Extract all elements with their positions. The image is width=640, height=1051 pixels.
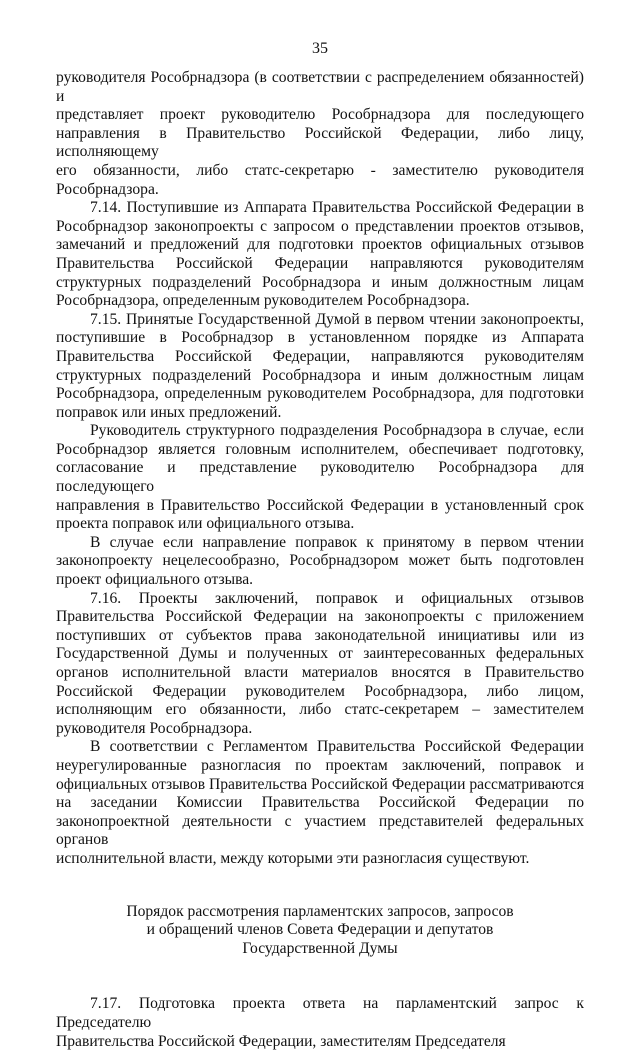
text-line: замечаний и предложений для подготовки проектов официальных отзывов — [56, 236, 584, 255]
text-line: структурных подразделений Рособрнадзора и иным должностным лицам — [56, 367, 584, 386]
text-line: Правительства Российской Федерации, заместителям Председателя — [56, 1033, 584, 1051]
text-line: 7.17. Подготовка проекта ответа на парламентский запрос к Председателю — [56, 995, 584, 1032]
paragraph — [56, 738, 584, 868]
paragraph — [56, 590, 584, 739]
text-line: Рособрнадзора, определенным руководителем Рособрнадзора, для подготовки — [56, 385, 584, 404]
paragraph — [56, 534, 584, 590]
heading-line: Государственной Думы — [86, 940, 554, 959]
text-line: исполнительной власти, между которыми эти разногласия существуют. — [56, 850, 584, 869]
paragraph — [56, 69, 584, 199]
text-line: Российской Федерации руководителем Рособрнадзора, либо лицом, — [56, 683, 584, 702]
text-line: руководителя Рособрнадзора. — [56, 720, 584, 739]
text-line: на заседании Комиссии Правительства Российской Федерации по — [56, 794, 584, 813]
text-line: 7.15. Принятые Государственной Думой в первом чтении законопроекты, — [56, 311, 584, 330]
text-line: официальных отзывов Правительства Российской Федерации рассматриваются — [56, 776, 584, 795]
paragraph — [56, 311, 584, 423]
text-line: проекта поправок или официального отзыва. — [56, 515, 584, 534]
heading-line: и обращений членов Совета Федерации и депутатов — [86, 921, 554, 940]
text-line: Рособрнадзор законопроекты с запросом о представлении проектов отзывов, — [56, 218, 584, 237]
section-heading — [86, 903, 554, 959]
text-line: законопроектной деятельности с участием представителей федеральных органов — [56, 813, 584, 850]
text-line: Государственной Думы и полученных от заинтересованных федеральных — [56, 645, 584, 664]
text-line: направления в Правительство Российской Федерации в установленный срок — [56, 497, 584, 516]
paragraph-7-17 — [56, 995, 584, 1051]
text-line: поправок или иных предложений. — [56, 404, 584, 423]
text-line: представляет проект руководителю Рособрнадзора для последующего — [56, 106, 584, 125]
text-line: Рособрнадзор является головным исполнителем, обеспечивает подготовку, — [56, 441, 584, 460]
text-line: поступившие в Рособрнадзор в установленном порядке из Аппарата — [56, 329, 584, 348]
document-body — [56, 69, 584, 1051]
text-line: Руководитель структурного подразделения Рособрнадзора в случае, если — [56, 422, 584, 441]
text-line: неурегулированные разногласия по проектам заключений, поправок и — [56, 757, 584, 776]
text-line: руководителя Рособрнадзора (в соответствии с распределением обязанностей) и — [56, 69, 584, 106]
paragraph — [56, 422, 584, 534]
text-line: законопроекту нецелесообразно, Рособрнадзором может быть подготовлен — [56, 552, 584, 571]
text-line: направления в Правительство Российской Федерации, либо лицу, исполняющему — [56, 125, 584, 162]
paragraphs — [56, 69, 584, 869]
text-line: органов исполнительной власти материалов вносятся в Правительство — [56, 664, 584, 683]
text-line: согласование и представление руководителю Рособрнадзора для последующего — [56, 459, 584, 496]
paragraph — [56, 995, 584, 1051]
paragraph — [56, 199, 584, 311]
text-line: В соответствии с Регламентом Правительства Российской Федерации — [56, 738, 584, 757]
text-line: В случае если направление поправок к принятому в первом чтении — [56, 534, 584, 553]
text-line: 7.14. Поступившие из Аппарата Правительства Российской Федерации в — [56, 199, 584, 218]
text-line: поступивших от субъектов права законодательной инициативы или из — [56, 627, 584, 646]
heading-line: Порядок рассмотрения парламентских запросов, запросов — [86, 903, 554, 922]
text-line: Правительства Российской Федерации, направляются руководителям — [56, 348, 584, 367]
text-line: Рособрнадзора, определенным руководителем Рособрнадзора. — [56, 292, 584, 311]
text-line: Правительства Российской Федерации на законопроекты с приложением — [56, 608, 584, 627]
text-line: проект официального отзыва. — [56, 571, 584, 590]
text-line: 7.16. Проекты заключений, поправок и официальных отзывов — [56, 590, 584, 609]
text-line: его обязанности, либо статс-секретарю - заместителю руководителя — [56, 162, 584, 181]
text-line: структурных подразделений Рособрнадзора и иным должностным лицам — [56, 274, 584, 293]
page-number: 35 — [0, 40, 640, 59]
text-line: исполняющим его обязанности, либо статс-секретарем – заместителем — [56, 701, 584, 720]
text-line: Правительства Российской Федерации направляются руководителям — [56, 255, 584, 274]
text-line: Рособрнадзора. — [56, 181, 584, 200]
